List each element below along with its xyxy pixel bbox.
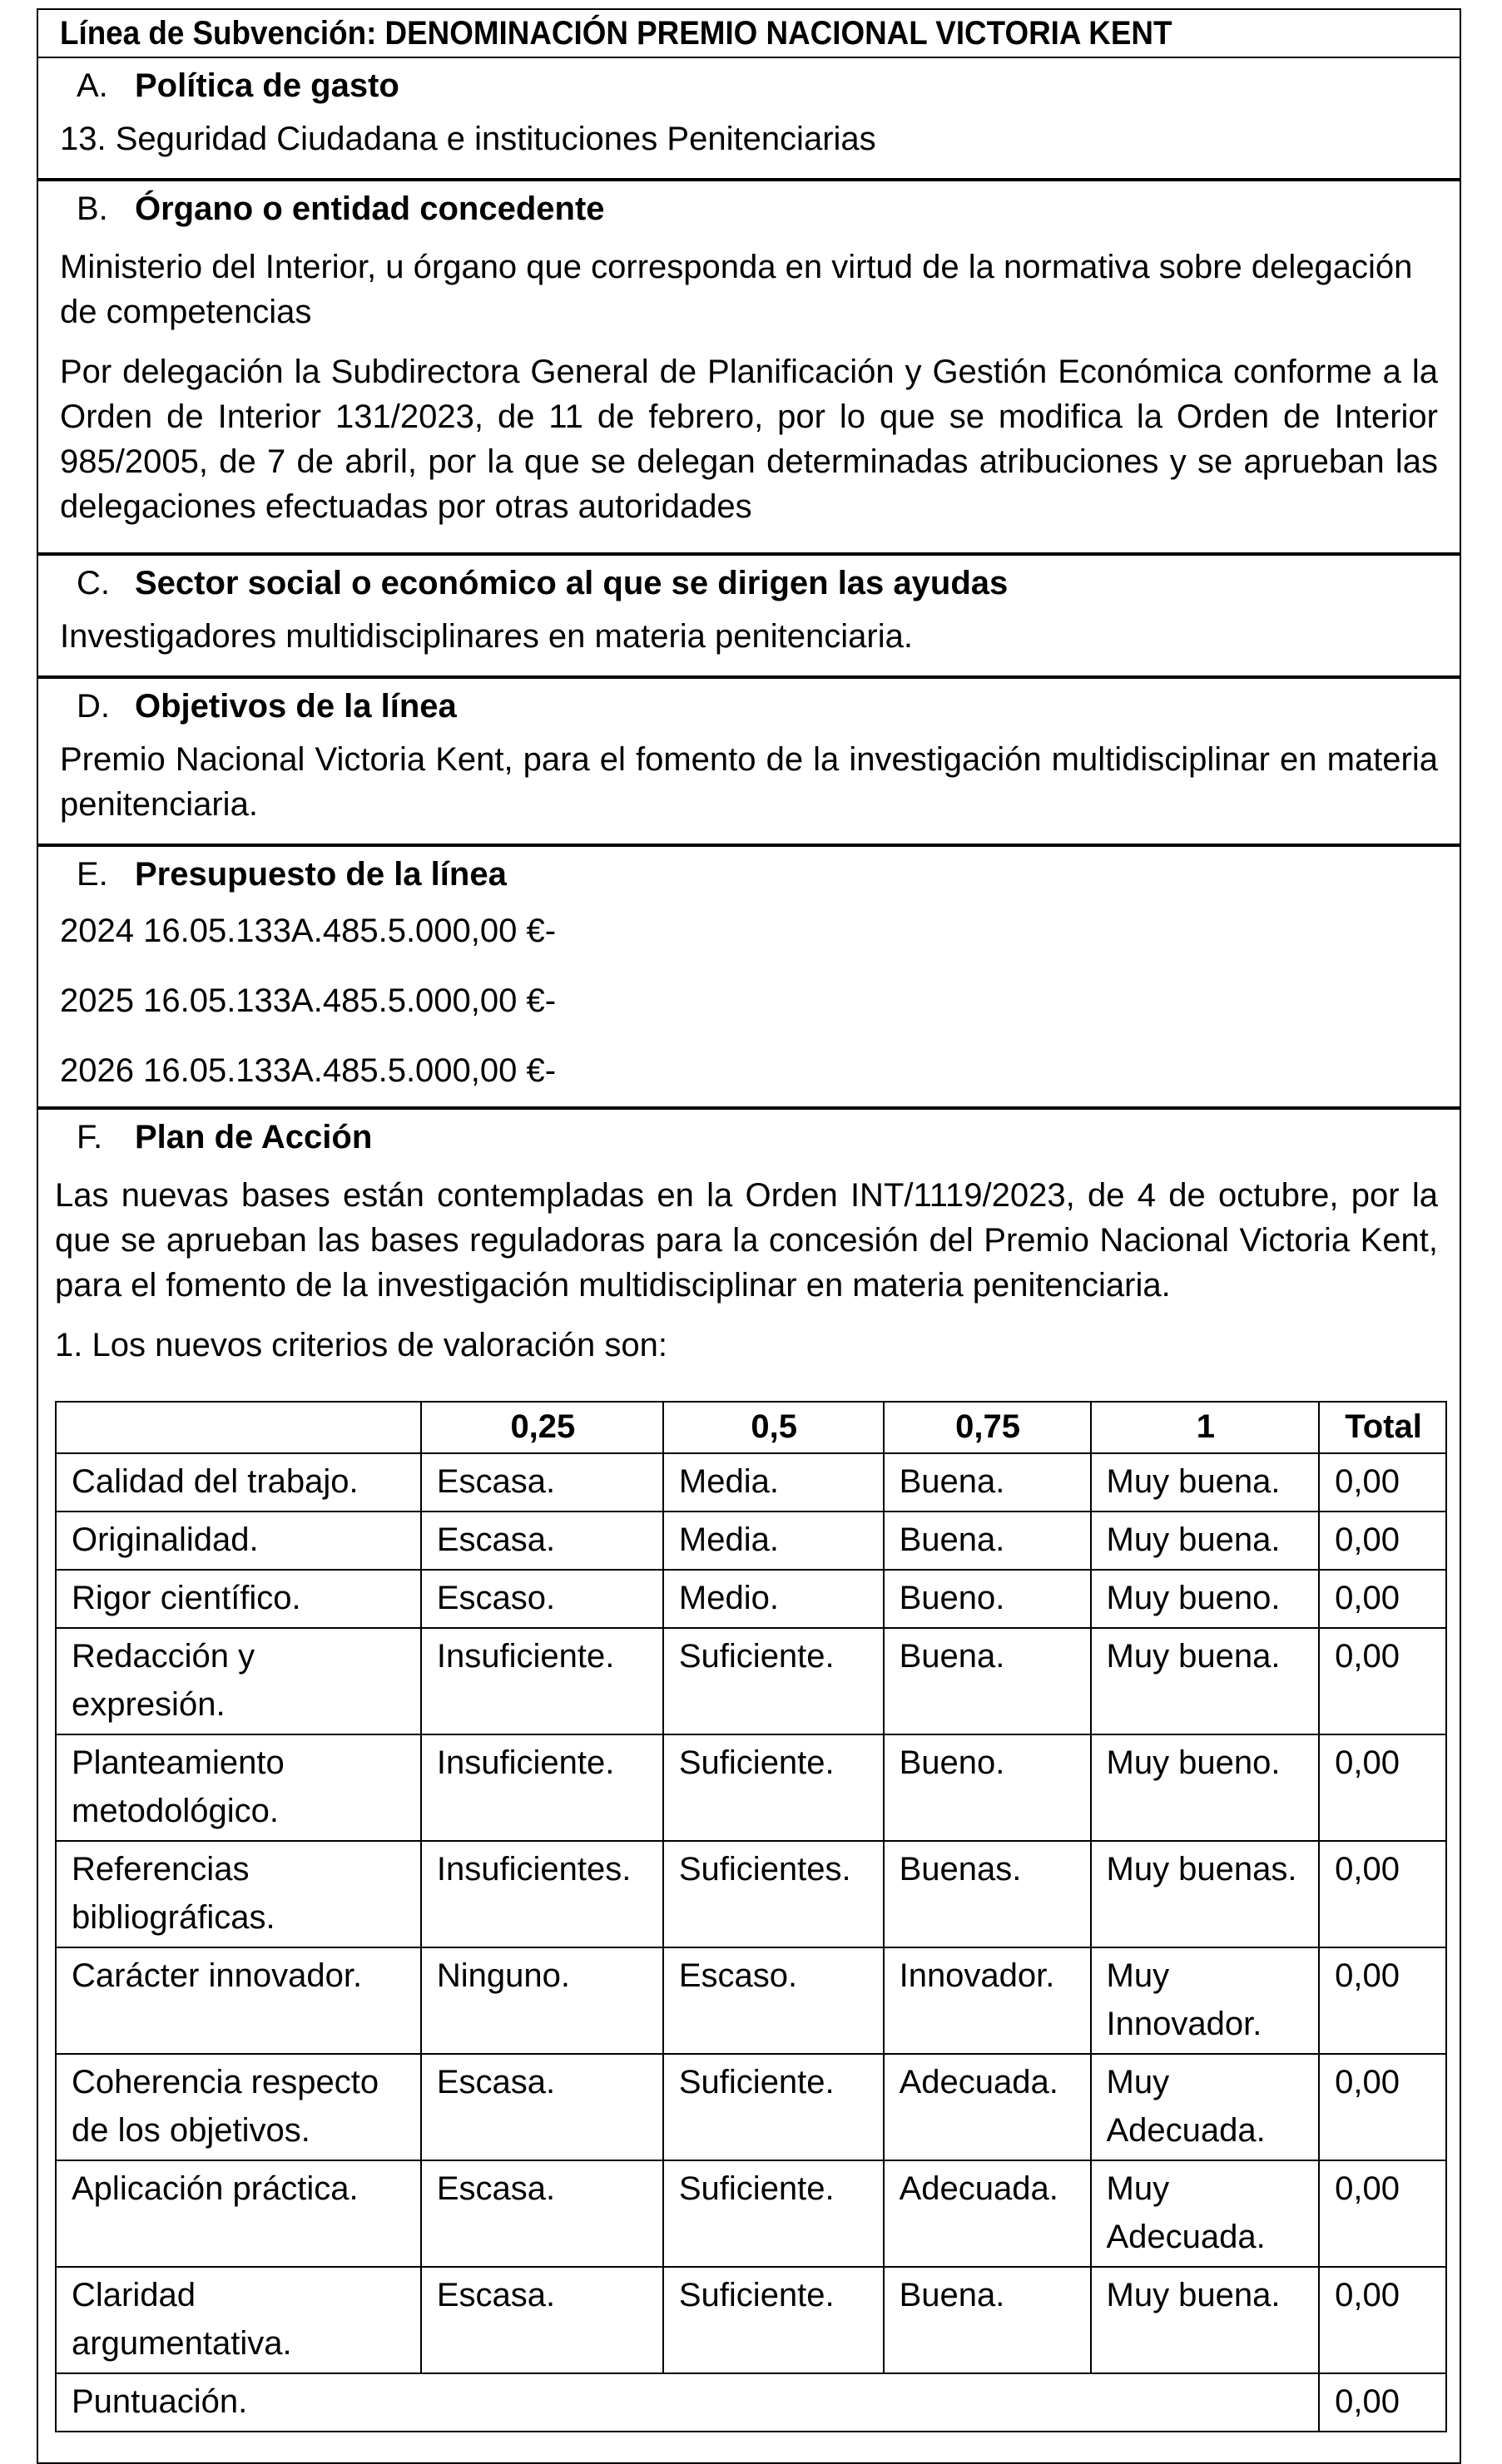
table-row bbox=[56, 1570, 1446, 1628]
table-cell: Muy buena. bbox=[1091, 1453, 1320, 1512]
section-d-heading: D. Objetivos de la línea bbox=[38, 677, 1460, 734]
table-cell: Escasa. bbox=[421, 1453, 663, 1512]
table-cell: Suficiente. bbox=[663, 2054, 884, 2160]
table-row bbox=[56, 1734, 1446, 1841]
section-b-text-2: Por delegación la Subdirectora General de Planificación y Gestión Económica conforme a la Orden de Interior 131/2023, de 11 de febrero, por lo que se modifica la Orden de Interior 985/2005, de 7 de abril, por la que se delegan determinadas atribuciones y se aprueban las delegaciones efectuadas por otras autoridades bbox=[60, 354, 1438, 525]
total-cell: 0,00 bbox=[1319, 2054, 1446, 2160]
table-cell: Suficiente. bbox=[663, 2160, 884, 2267]
total-cell: 0,00 bbox=[1319, 1734, 1446, 1841]
criterion-cell: Originalidad. bbox=[56, 1512, 421, 1570]
header-cell: 0,75 bbox=[884, 1402, 1091, 1453]
table-row bbox=[56, 2160, 1446, 2267]
table-cell: Buena. bbox=[884, 2267, 1091, 2373]
budget-line-2024: 2024 16.05.133A.485.5.000,00 €- bbox=[60, 913, 557, 949]
table-cell: Muy buena. bbox=[1091, 2267, 1320, 2373]
header-cell: 1 bbox=[1091, 1402, 1320, 1453]
table-cell: Suficiente. bbox=[663, 1734, 884, 1841]
section-f-text: Las nuevas bases están contempladas en la Orden INT/1119/2023, de 4 de octubre, por la que se aprueban las bases reguladoras para la concesión del Premio Nacional Victoria Kent, para el fomento de la investigación multidisciplinar en materia penitenciaria. bbox=[55, 1177, 1438, 1304]
table-cell: Muy Adecuada. bbox=[1091, 2160, 1320, 2267]
budget-line-2025: 2025 16.05.133A.485.5.000,00 €- bbox=[60, 982, 557, 1019]
table-cell: Innovador. bbox=[884, 1947, 1091, 2054]
table-row bbox=[56, 1453, 1446, 1512]
table-cell: Muy buenas. bbox=[1091, 1841, 1320, 1947]
table-cell: Buena. bbox=[884, 1628, 1091, 1734]
table-cell: Buenas. bbox=[884, 1841, 1091, 1947]
budget-line-2026: 2026 16.05.133A.485.5.000,00 €- bbox=[60, 1052, 557, 1089]
header-cell: Total bbox=[1319, 1402, 1446, 1453]
table-cell: Suficiente. bbox=[663, 1628, 884, 1734]
table-cell: Escasa. bbox=[421, 1512, 663, 1570]
criterion-cell: Rigor científico. bbox=[56, 1570, 421, 1628]
score-label: Puntuación. bbox=[56, 2373, 1319, 2432]
total-cell: 0,00 bbox=[1319, 1841, 1446, 1947]
section-a-heading: A. Política de gasto bbox=[77, 67, 399, 104]
criterion-cell: Referencias bibliográficas. bbox=[56, 1841, 421, 1947]
header-cell: 0,5 bbox=[663, 1402, 884, 1453]
header-cell bbox=[56, 1402, 421, 1453]
criterion-cell: Aplicación práctica. bbox=[56, 2160, 421, 2267]
table-cell: Bueno. bbox=[884, 1570, 1091, 1628]
table-cell: Ninguno. bbox=[421, 1947, 663, 2054]
criterion-cell: Planteamiento metodológico. bbox=[56, 1734, 421, 1841]
score-value: 0,00 bbox=[1319, 2373, 1446, 2432]
criterion-cell: Redacción y expresión. bbox=[56, 1628, 421, 1734]
table-cell: Muy Adecuada. bbox=[1091, 2054, 1320, 2160]
section-a bbox=[37, 57, 1461, 180]
criteria-table bbox=[55, 1401, 1447, 2432]
table-cell: Suficientes. bbox=[663, 1841, 884, 1947]
criterion-cell: Carácter innovador. bbox=[56, 1947, 421, 2054]
section-e bbox=[37, 845, 1461, 1108]
table-cell: Adecuada. bbox=[884, 2160, 1091, 2267]
score-row bbox=[56, 2373, 1446, 2432]
table-row bbox=[56, 1947, 1446, 2054]
criteria-header-row bbox=[56, 1402, 1446, 1453]
total-cell: 0,00 bbox=[1319, 2267, 1446, 2373]
table-cell: Muy bueno. bbox=[1091, 1570, 1320, 1628]
criterion-cell: Coherencia respecto de los objetivos. bbox=[56, 2054, 421, 2160]
total-cell: 0,00 bbox=[1319, 2160, 1446, 2267]
section-b-text-1: Ministerio del Interior, u órgano que corresponda en virtud de la normativa sobre delegación de competencias bbox=[60, 249, 1413, 330]
section-a-text: 13. Seguridad Ciudadana e instituciones Penitenciarias bbox=[60, 121, 876, 157]
table-cell: Insuficiente. bbox=[421, 1628, 663, 1734]
total-cell: 0,00 bbox=[1319, 1570, 1446, 1628]
table-row bbox=[56, 1841, 1446, 1947]
header-cell: 0,25 bbox=[421, 1402, 663, 1453]
section-c-heading: C. Sector social o económico al que se dirigen las ayudas bbox=[38, 554, 1460, 611]
table-cell: Bueno. bbox=[884, 1734, 1091, 1841]
total-cell: 0,00 bbox=[1319, 1453, 1446, 1512]
section-d bbox=[37, 677, 1461, 845]
document-page bbox=[37, 8, 1461, 2464]
total-cell: 0,00 bbox=[1319, 1947, 1446, 2054]
criterion-cell: Calidad del trabajo. bbox=[56, 1453, 421, 1512]
table-cell: Muy Innovador. bbox=[1091, 1947, 1320, 2054]
table-cell: Buena. bbox=[884, 1512, 1091, 1570]
line-title: Línea de Subvención: DENOMINACIÓN PREMIO NACIONAL VICTORIA KENT bbox=[37, 8, 1461, 57]
section-c-text: Investigadores multidisciplinares en materia penitenciaria. bbox=[60, 618, 913, 655]
table-cell: Buena. bbox=[884, 1453, 1091, 1512]
table-row bbox=[56, 1628, 1446, 1734]
table-cell: Media. bbox=[663, 1512, 884, 1570]
table-row bbox=[56, 2054, 1446, 2160]
criterion-cell: Claridad argumentativa. bbox=[56, 2267, 421, 2373]
table-cell: Escasa. bbox=[421, 2267, 663, 2373]
total-cell: 0,00 bbox=[1319, 1628, 1446, 1734]
table-cell: Medio. bbox=[663, 1570, 884, 1628]
table-cell: Media. bbox=[663, 1453, 884, 1512]
section-d-text: Premio Nacional Victoria Kent, para el fomento de la investigación multidisciplinar en materia penitenciaria. bbox=[60, 741, 1438, 823]
section-f bbox=[37, 1108, 1461, 2464]
section-e-heading: E. Presupuesto de la línea bbox=[38, 845, 1460, 902]
table-row bbox=[56, 1512, 1446, 1570]
table-cell: Escaso. bbox=[663, 1947, 884, 2054]
table-cell: Escasa. bbox=[421, 2160, 663, 2267]
section-b-heading: B. Órgano o entidad concedente bbox=[38, 180, 1460, 236]
table-cell: Suficiente. bbox=[663, 2267, 884, 2373]
section-c bbox=[37, 554, 1461, 677]
total-cell: 0,00 bbox=[1319, 1512, 1446, 1570]
table-cell: Escaso. bbox=[421, 1570, 663, 1628]
table-cell: Muy bueno. bbox=[1091, 1734, 1320, 1841]
section-f-heading: F. Plan de Acción bbox=[38, 1108, 1460, 1165]
table-cell: Insuficientes. bbox=[421, 1841, 663, 1947]
table-cell: Escasa. bbox=[421, 2054, 663, 2160]
table-cell: Adecuada. bbox=[884, 2054, 1091, 2160]
criteria-intro: 1. Los nuevos criterios de valoración son: bbox=[55, 1327, 667, 1363]
table-row bbox=[56, 2267, 1446, 2373]
section-b bbox=[37, 180, 1461, 554]
table-cell: Muy buena. bbox=[1091, 1628, 1320, 1734]
table-cell: Insuficiente. bbox=[421, 1734, 663, 1841]
table-cell: Muy buena. bbox=[1091, 1512, 1320, 1570]
